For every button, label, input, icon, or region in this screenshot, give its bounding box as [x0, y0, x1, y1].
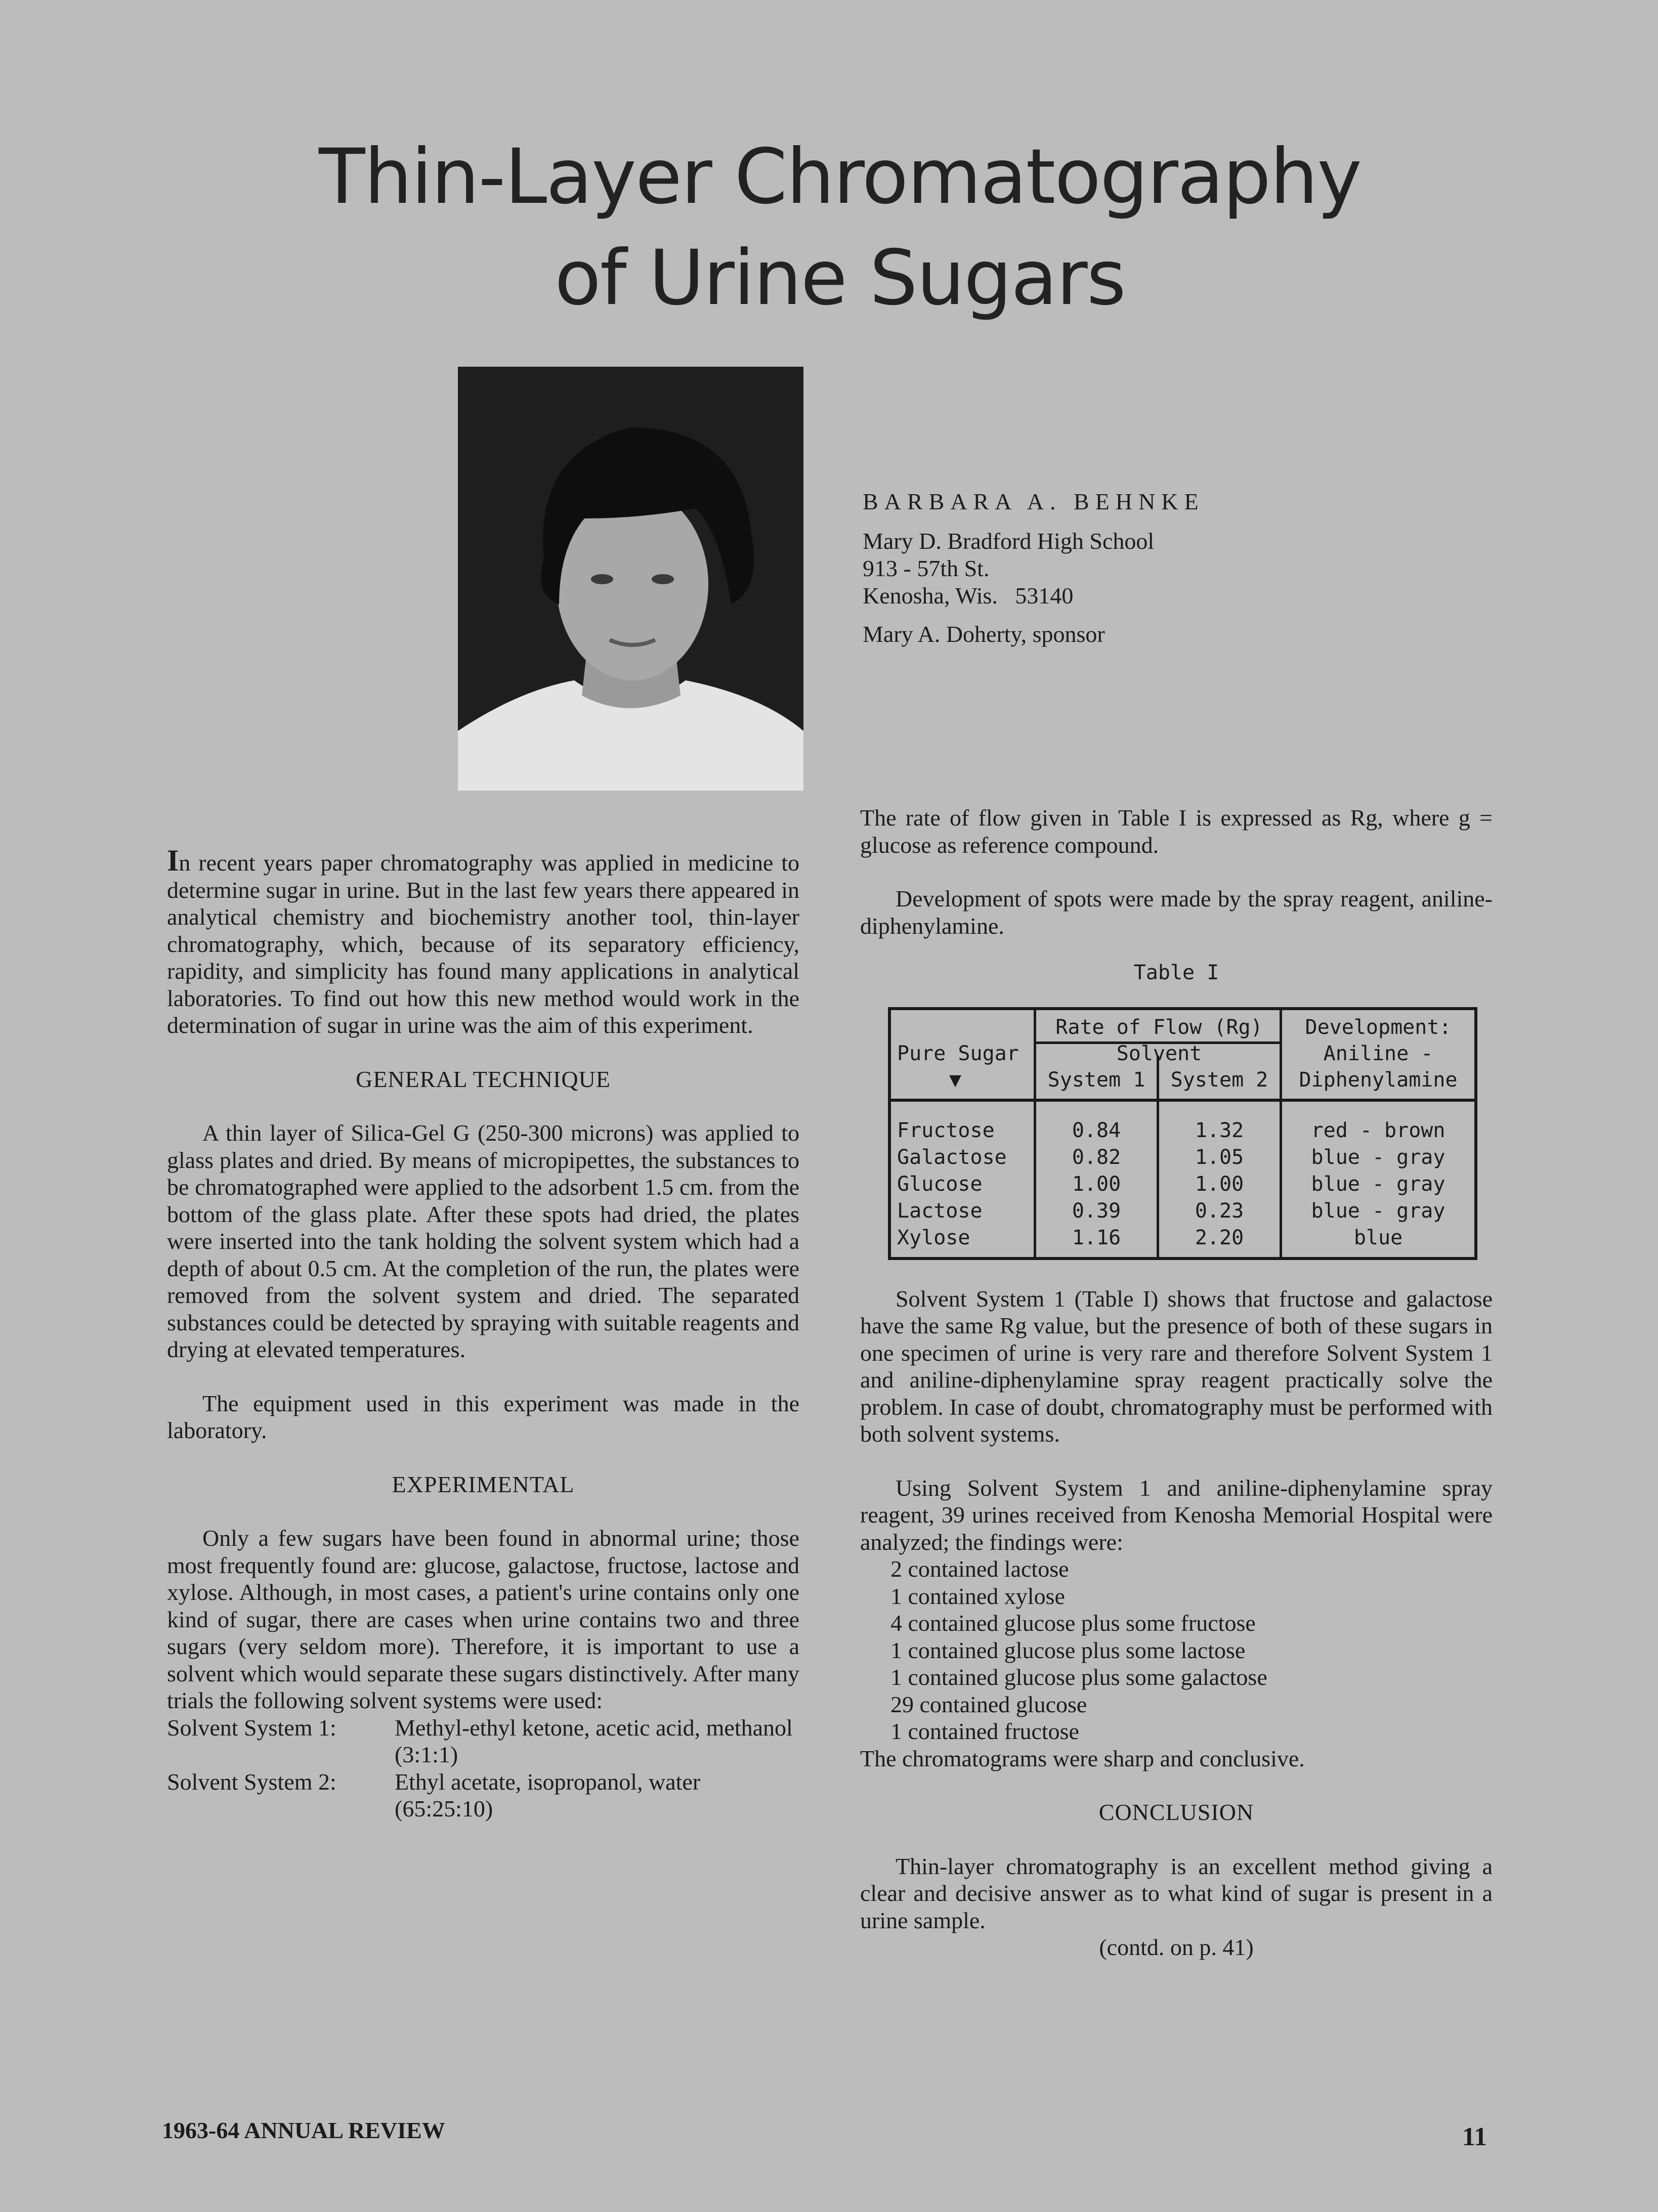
- solvent-system-1-label: Solvent System 1:: [167, 1714, 336, 1741]
- chromatograms-sentence: The chromatograms were sharp and conclusive.: [860, 1745, 1305, 1771]
- right-column: [860, 804, 1493, 1961]
- development-paragraph: Development of spots were made by the spray reagent, aniline-diphenylamine.: [860, 886, 1493, 939]
- solvent-system-2: [167, 1768, 799, 1823]
- list-item: 1 contained xylose: [890, 1583, 1065, 1609]
- cell-sugar: Xylose: [897, 1226, 970, 1249]
- intro-paragraph: [167, 844, 799, 1039]
- header-aniline: Aniline -: [1323, 1042, 1433, 1065]
- list-item: 4 contained glucose plus some fructose: [890, 1610, 1256, 1636]
- cell-system-2: 1.00: [1195, 1172, 1244, 1196]
- cell-development: blue - gray: [1311, 1199, 1446, 1223]
- general-technique-paragraph: A thin layer of Silica-Gel G (250-300 microns) was applied to glass plates and dried. By means of micropipettes, the substances to be chromatographed were applied to the adsorbent 1.5 cm. from the bottom of the glass plate. After these spots had dried, the plates were inserted into the tank holding the solvent system which had a depth of about 0.5 cm. At the completion of the run, the plates were removed from the solvent system and dried. The separated substances could be detected by spraying with suitable reagents and drying at elevated temperatures.: [167, 1120, 799, 1362]
- list-item: 1 contained glucose plus some galactose: [890, 1664, 1267, 1690]
- table-hline: [891, 1099, 1474, 1102]
- cell-system-2: 0.23: [1195, 1199, 1244, 1223]
- experimental-paragraph: Only a few sugars have been found in abnormal urine; those most frequently found are: glucose, galactose, fructose, lactose and xylose. Although, in most cases, a patient's urine contains only one kind of sugar, there are cases when urine contains two and three sugars (very seldom more). Therefore, it is important to use a solvent which would separate these sugars distinctively. After many trials the following solvent systems were used:: [167, 1525, 799, 1713]
- solvent-system-discussion: Solvent System 1 (Table I) shows that fructose and galactose have the same Rg value, but the presence of both of these sugars in one specimen of urine is very rare and therefore Solvent System 1 and aniline-diphenylamine spray reagent practically solve the problem. In case of doubt, chromatography must be performed with both solvent systems.: [860, 1285, 1493, 1447]
- cell-system-1: 1.16: [1072, 1226, 1121, 1249]
- cell-development: blue - gray: [1311, 1145, 1446, 1169]
- list-item: 1 contained fructose: [890, 1718, 1079, 1744]
- cell-system-1: 0.82: [1072, 1145, 1121, 1169]
- cell-sugar: Galactose: [897, 1145, 1007, 1169]
- header-development: Development:: [1305, 1015, 1452, 1039]
- continued-note: (contd. on p. 41): [1099, 1934, 1254, 1960]
- list-item: 1 contained glucose plus some lactose: [890, 1637, 1246, 1663]
- cell-system-2: 1.32: [1195, 1118, 1244, 1142]
- author-block: [863, 488, 1470, 648]
- header-rate-of-flow: Rate of Flow (Rg): [1055, 1015, 1263, 1039]
- author-name: BARBARA A. BEHNKE: [863, 489, 1205, 514]
- author-portrait-photo: [458, 367, 803, 791]
- left-column: [167, 844, 799, 1823]
- cell-system-2: 2.20: [1195, 1226, 1244, 1249]
- findings-list: [860, 1555, 1493, 1745]
- cell-development: red - brown: [1311, 1118, 1446, 1142]
- cell-development: blue: [1353, 1226, 1403, 1249]
- table-1: [888, 1007, 1477, 1260]
- rate-of-flow-paragraph: The rate of flow given in Table I is expressed as Rg, where g = glucose as reference compound.: [860, 805, 1493, 858]
- heading-experimental: EXPERIMENTAL: [392, 1471, 575, 1497]
- solvent-system-2-label: Solvent System 2:: [167, 1768, 336, 1795]
- header-system-2: System 2: [1170, 1068, 1268, 1092]
- author-city: Kenosha, Wis. 53140: [863, 583, 1074, 609]
- cell-system-1: 0.39: [1072, 1199, 1121, 1223]
- cell-sugar: Glucose: [897, 1172, 983, 1196]
- list-item: 2 contained lactose: [890, 1556, 1069, 1582]
- findings-intro: Using Solvent System 1 and aniline-diphenylamine spray reagent, 39 urines received from Kenosha Memorial Hospital were analyzed; the findings were:: [860, 1474, 1493, 1555]
- solvent-system-1-text: Methyl-ethyl ketone, acetic acid, methanol (3:1:1): [395, 1714, 793, 1767]
- solvent-system-1: [167, 1714, 799, 1768]
- equipment-paragraph: The equipment used in this experiment was made in the laboratory.: [167, 1390, 799, 1443]
- footer-publication: 1963-64 ANNUAL REVIEW: [162, 2117, 445, 2143]
- heading-general-technique: GENERAL TECHNIQUE: [356, 1066, 611, 1092]
- solvent-system-2-text: Ethyl acetate, isopropanol, water (65:25:10): [395, 1768, 701, 1821]
- title-line-1: Thin-Layer Chromatography: [319, 133, 1361, 221]
- title-line-2: of Urine Sugars: [555, 234, 1125, 322]
- cell-system-1: 1.00: [1072, 1172, 1121, 1196]
- page-number: 11: [1462, 2122, 1487, 2151]
- list-item: 29 contained glucose: [890, 1691, 1087, 1717]
- down-arrow-icon: ▼: [949, 1068, 962, 1092]
- author-school: Mary D. Bradford High School: [863, 528, 1155, 554]
- header-diphenylamine: Diphenylamine: [1299, 1068, 1458, 1092]
- header-pure-sugar: Pure Sugar: [897, 1042, 1019, 1065]
- article-title: [283, 126, 1396, 329]
- author-sponsor: Mary A. Doherty, sponsor: [863, 621, 1105, 647]
- portrait-image: [458, 367, 803, 791]
- intro-text: n recent years paper chromatography was applied in medicine to determine sugar in urine. But in the last few years there appeared in analytical chemistry and biochemistry another tool, thin-layer chromatography, which, because of its separatory efficiency, rapidity, and simplicity has found many applications in analytical laboratories. To find out how this new method would work in the determination of sugar in urine was the aim of this experiment.: [167, 850, 799, 1038]
- header-system-1: System 1: [1047, 1068, 1145, 1092]
- cell-system-2: 1.05: [1195, 1145, 1244, 1169]
- heading-conclusion: CONCLUSION: [1098, 1799, 1254, 1825]
- cell-sugar: Fructose: [897, 1118, 995, 1142]
- drop-cap: I: [167, 844, 179, 877]
- table-caption: Table I: [1133, 961, 1219, 984]
- author-street: 913 - 57th St.: [863, 555, 990, 581]
- header-solvent: Solvent: [1116, 1042, 1202, 1065]
- cell-sugar: Lactose: [897, 1199, 983, 1223]
- cell-system-1: 0.84: [1072, 1118, 1121, 1142]
- cell-development: blue - gray: [1311, 1172, 1446, 1196]
- conclusion-paragraph: Thin-layer chromatography is an excellent method giving a clear and decisive answer as to what kind of sugar is present in a urine sample.: [860, 1853, 1493, 1933]
